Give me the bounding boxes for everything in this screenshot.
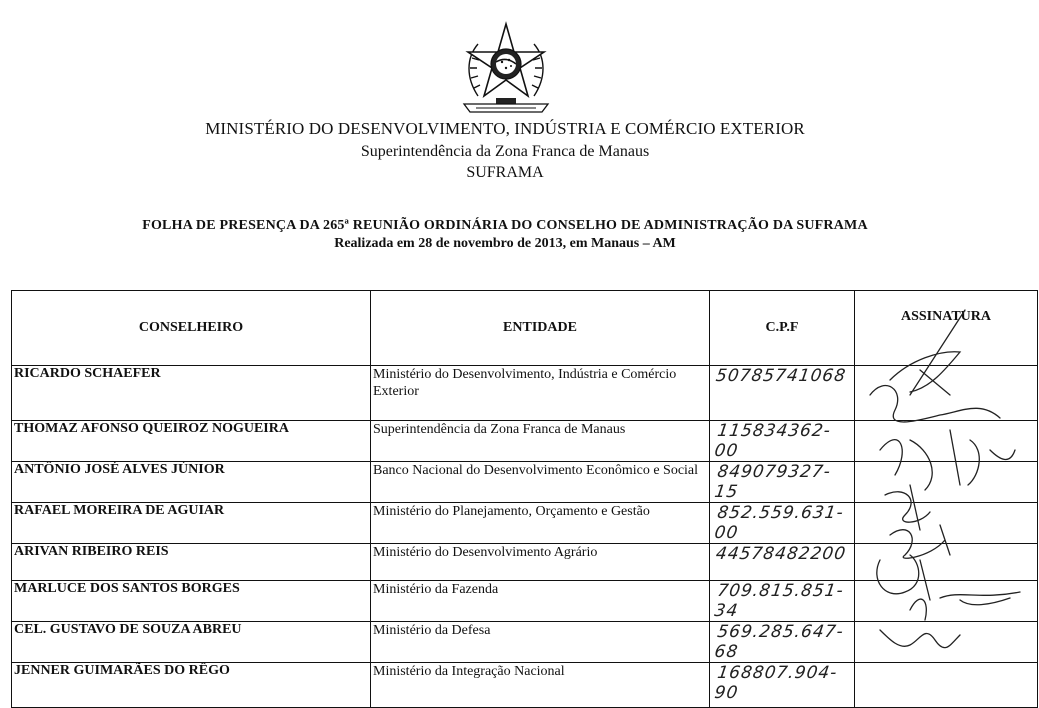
column-header: ENTIDADE — [371, 291, 710, 366]
table-row — [12, 462, 1038, 503]
table-row — [12, 544, 1038, 581]
entity-name: Ministério do Planejamento, Orçamento e Gestão — [371, 503, 710, 544]
column-header: ASSINATURA — [855, 291, 1038, 366]
signature-cell — [855, 544, 1038, 581]
cpf-value: 709.815.851-34 — [710, 581, 855, 622]
councilor-name: RICARDO SCHAEFER — [12, 366, 371, 421]
cpf-value: 50785741068 — [710, 366, 855, 421]
cpf-value: 569.285.647-68 — [710, 622, 855, 663]
councilor-name: ARIVAN RIBEIRO REIS — [12, 544, 371, 581]
cpf-value: 44578482200 — [710, 544, 855, 581]
column-header: CONSELHEIRO — [12, 291, 371, 366]
table-row — [12, 503, 1038, 544]
document-subtitle: Realizada em 28 de novembro de 2013, em Manaus – AM — [334, 236, 676, 251]
entity-name: Banco Nacional do Desenvolvimento Econômico e Social — [371, 462, 710, 503]
cpf-value: 852.559.631-00 — [710, 503, 855, 544]
table-row — [12, 663, 1038, 708]
table-row — [12, 622, 1038, 663]
table-header-row — [12, 291, 1038, 366]
entity-name: Ministério da Integração Nacional — [371, 663, 710, 708]
councilor-name: CEL. GUSTAVO DE SOUZA ABREU — [12, 622, 371, 663]
cpf-value: 849079327-15 — [710, 462, 855, 503]
signature-cell — [855, 622, 1038, 663]
cpf-value: 115834362-00 — [710, 421, 855, 462]
entity-name: Ministério da Defesa — [371, 622, 710, 663]
signature-cell — [855, 503, 1038, 544]
attendance-table — [11, 290, 1038, 708]
signature-cell — [855, 581, 1038, 622]
councilor-name: MARLUCE DOS SANTOS BORGES — [12, 581, 371, 622]
entity-name: Superintendência da Zona Franca de Manaus — [371, 421, 710, 462]
councilor-name: ANTÔNIO JOSÉ ALVES JÚNIOR — [12, 462, 371, 503]
superintendence-name: Superintendência da Zona Franca de Manaus — [360, 143, 650, 160]
table-row — [12, 366, 1038, 421]
signature-cell — [855, 421, 1038, 462]
table-row — [12, 581, 1038, 622]
cpf-value: 168807.904-90 — [710, 663, 855, 708]
signature-cell — [855, 462, 1038, 503]
councilor-name: JENNER GUIMARÃES DO RÊGO — [12, 663, 371, 708]
ministry-name: MINISTÉRIO DO DESENVOLVIMENTO, INDÚSTRIA E COMÉRCIO EXTERIOR — [205, 119, 805, 138]
signature-cell — [855, 366, 1038, 421]
table-row — [12, 421, 1038, 462]
councilor-name: RAFAEL MOREIRA DE AGUIAR — [12, 503, 371, 544]
brazil-coat-of-arms-icon — [456, 18, 556, 118]
column-header: C.P.F — [710, 291, 855, 366]
agency-acronym: SUFRAMA — [466, 164, 544, 181]
entity-name: Ministério do Desenvolvimento, Indústria e Comércio Exterior — [371, 366, 710, 421]
entity-name: Ministério da Fazenda — [371, 581, 710, 622]
document-title: FOLHA DE PRESENÇA DA 265ª REUNIÃO ORDINÁRIA DO CONSELHO DE ADMINISTRAÇÃO DA SUFRAMA — [142, 218, 868, 233]
signature-cell — [855, 663, 1038, 708]
councilor-name: THOMAZ AFONSO QUEIROZ NOGUEIRA — [12, 421, 371, 462]
entity-name: Ministério do Desenvolvimento Agrário — [371, 544, 710, 581]
